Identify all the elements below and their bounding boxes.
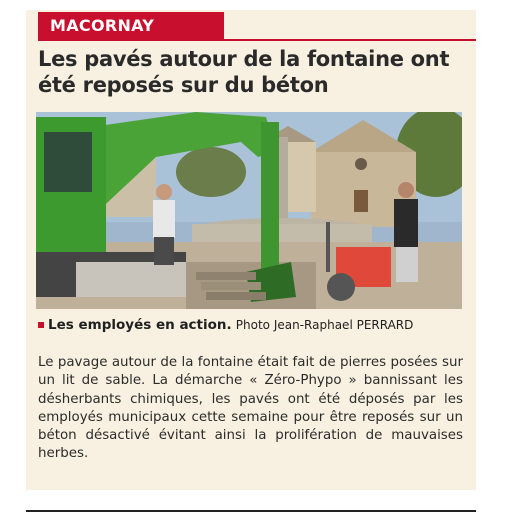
photo-credit: Photo Jean-Raphael PERRARD <box>235 318 414 332</box>
section-tag: MACORNAY <box>38 12 224 39</box>
caption-title: Les employés en action. <box>48 317 232 333</box>
photo-caption <box>38 316 468 335</box>
news-photo <box>36 112 462 309</box>
caption-bullet <box>38 322 44 328</box>
headline: Les pavés autour de la fontaine ont été reposés sur du béton <box>38 47 450 97</box>
bottom-rule <box>26 510 476 512</box>
section-rule <box>38 39 476 41</box>
article-body: Le pavage autour de la fontaine était fait de pierres posées sur un lit de sable. La démarche « Zéro-Phypo » bannissant les désherbants chimiques, les pavés ont été déposés par les employés municipaux cette semaine pour être reposés sur un béton désactivé évitant ainsi la prolifération de mauvaises herbes. <box>38 355 463 462</box>
